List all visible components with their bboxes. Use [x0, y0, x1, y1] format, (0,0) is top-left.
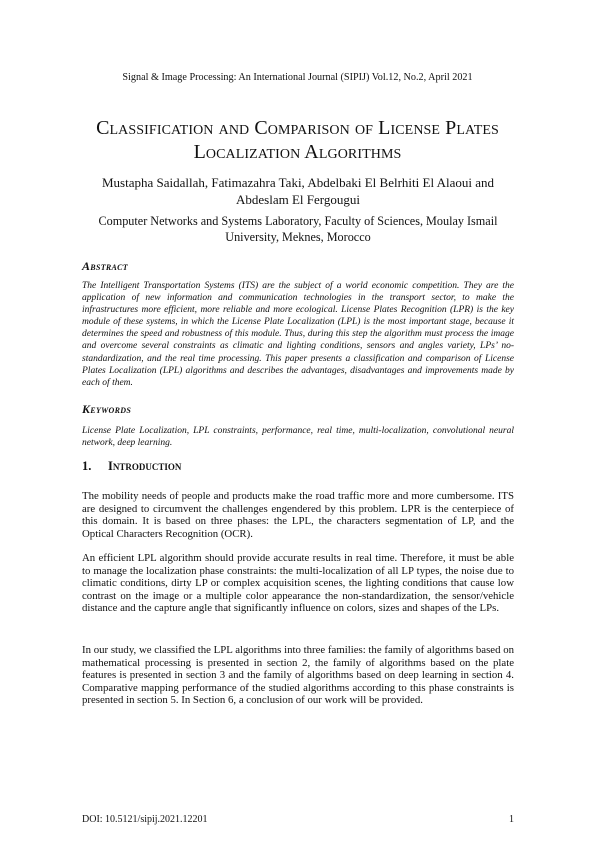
section-number: 1. — [82, 459, 92, 473]
doi-text: DOI: 10.5121/sipij.2021.12201 — [82, 814, 208, 825]
section-heading-introduction — [82, 459, 181, 474]
intro-paragraph: In our study, we classified the LPL algorithms into three families: the family of algorithms based on mathematical processing is presented in section 2, the family of algorithms based on the plate features is presented in section 3 and the family of algorithms based on deep learning in section 4. Comparative mapping performance of the studied algorithms according to this phase constraints is presented in section 5. In Section 6, a conclusion of our work will be provided. — [82, 644, 514, 707]
section-title: Introduction — [108, 459, 182, 473]
intro-paragraph: The mobility needs of people and products make the road traffic more and more cumbersome. ITS are designed to circumvent the challenges engendered by this problem. LPR is the centerpiece of this domain. It is based on three phases: the LPL, the characters segmentation of LP, and the Optical Characters Recognition (OCR). — [82, 490, 514, 540]
abstract-text: The Intelligent Transportation Systems (ITS) are the subject of a world economic competition. They are the application of new information and communication technologies in the transport sector, to make the infrastructures more efficient, more reliable and more ecological. License Plates Recognition (LPR) is the key module of these systems, in which the License Plate Localization (LPL) is the most important stage, because it determines the speed and robustness of this module. Thus, during this step the algorithm must process the image and overcome several constraints as climatic and lighting conditions, sensors and angles variety, LPs’ no-standardization, and the real time processing. This paper presents a classification and comparison of License Plates Localization (LPL) algorithms and describes the advantages, disadvantages and improvements made by each of them. — [82, 281, 514, 388]
abstract-heading: Abstract — [82, 259, 128, 273]
author-list: Mustapha Saidallah, Fatimazahra Taki, Abdelbaki El Belrhiti El Alaoui and Abdeslam El Fergougui — [101, 175, 494, 207]
keywords-heading: Keywords — [82, 402, 132, 416]
paper-title: Classification and Comparison of License Plates Localization Algorithms — [96, 117, 499, 163]
intro-paragraph: An efficient LPL algorithm should provide accurate results in real time. Therefore, it must be able to manage the localization phase constraints: the multi-localization of all LP types, the noise due to climatic conditions, dirty LP or complex acquisition scenes, the lighting conditions that cause low contrast on the image or a multiple color appearance the non-standardization, the sensor/vehicle distance and the capture angle that significantly influence on colors, sizes and shapes of the LPs. — [82, 552, 514, 615]
keywords-text: License Plate Localization, LPL constraints, performance, real time, multi-localization, convolutional neural network, deep learning. — [82, 426, 514, 449]
page-number: 1 — [509, 814, 514, 825]
affiliation: Computer Networks and Systems Laboratory, Faculty of Sciences, Moulay Ismail University, Meknes, Morocco — [98, 214, 498, 244]
journal-header: Signal & Image Processing: An International Journal (SIPIJ) Vol.12, No.2, April 2021 — [122, 72, 473, 83]
